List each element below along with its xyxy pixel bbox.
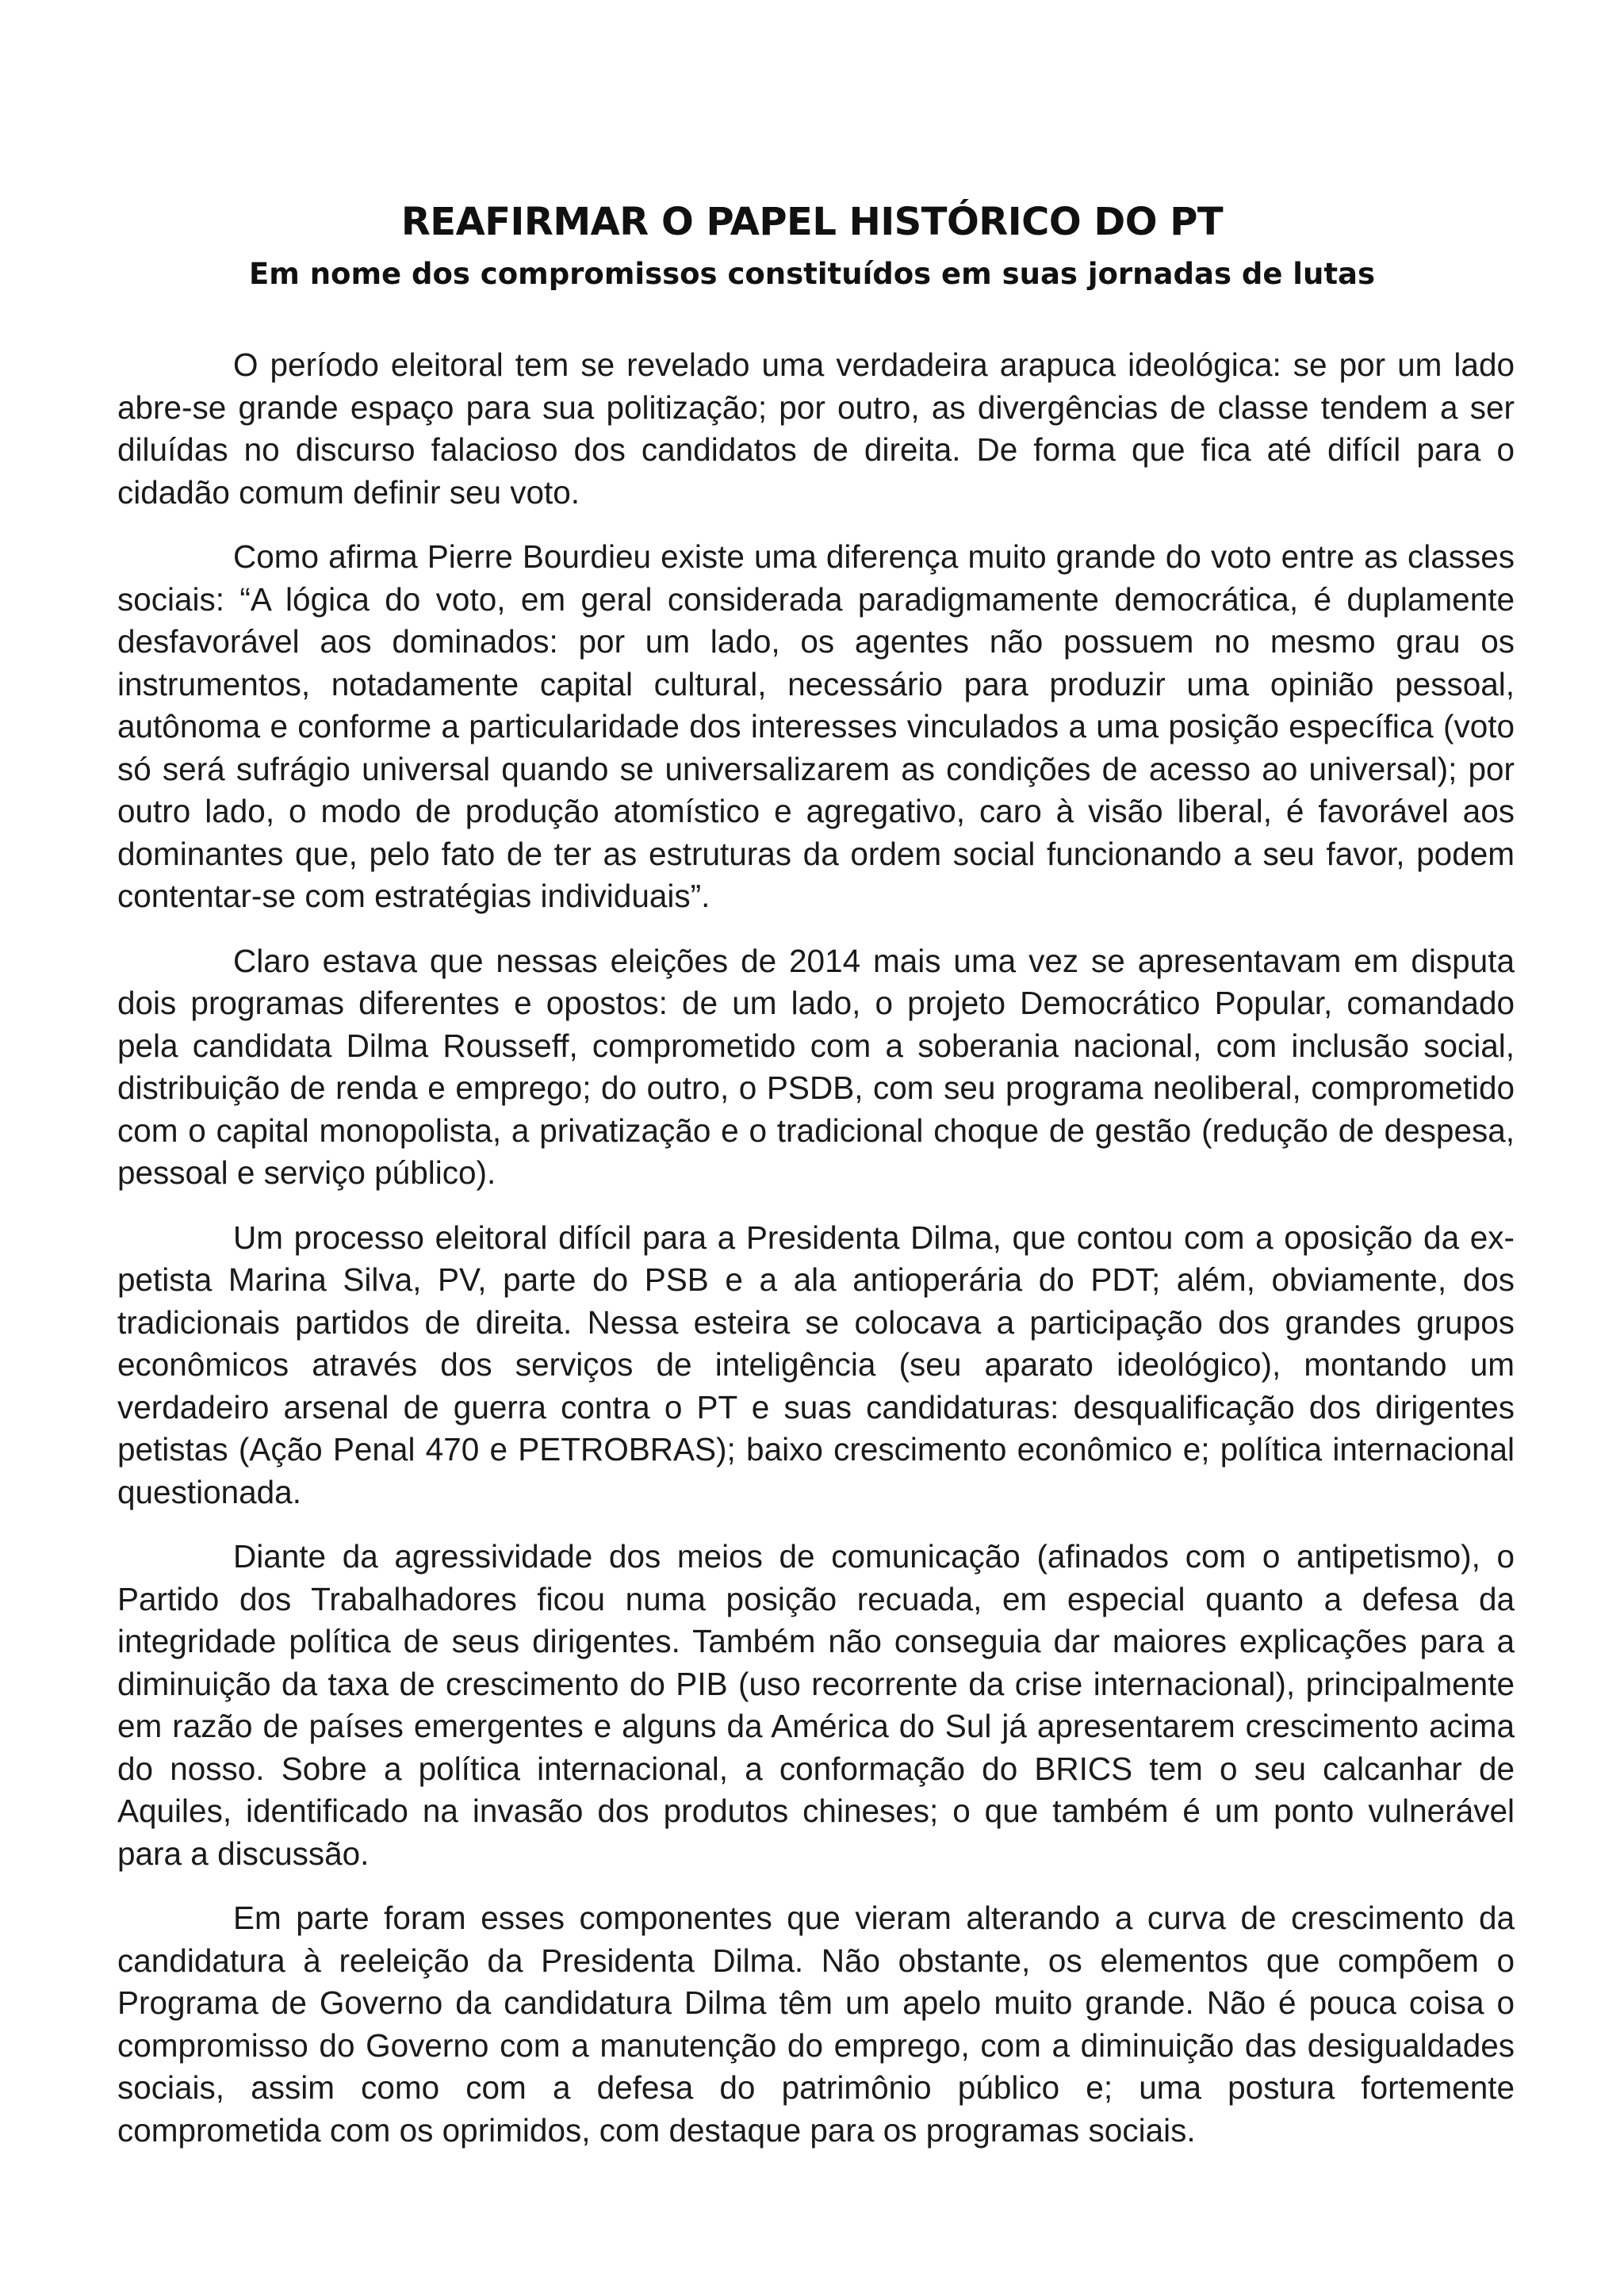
- paragraph-2: Como afirma Pierre Bourdieu existe uma diferença muito grande do voto entre as classes sociais: “A lógica do voto, em geral considerada paradigmamente democrática, é duplamente desfavorável aos dominados: por um lado, os agentes não possuem no mesmo grau os instrumentos, notadamente capital cultural, necessário para produzir uma opinião pessoal, autônoma e conforme a particularidade dos interesses vinculados a uma posição específica (voto só será sufrágio universal quando se universalizarem as condições de acesso ao universal); por outro lado, o modo de produção atomístico e agregativo, caro à visão liberal, é favorável aos dominantes que, pelo fato de ter as estruturas da ordem social funcionando a seu favor, podem contentar-se com estratégias individuais”.: [117, 538, 1515, 914]
- paragraph-1: O período eleitoral tem se revelado uma verdadeira arapuca ideológica: se por um lado abre-se grande espaço para sua politização; por outro, as divergências de classe tendem a ser diluídas no discurso falacioso dos candidatos de direita. De forma que fica até difícil para o cidadão comum definir seu voto.: [117, 346, 1515, 511]
- document-subtitle: Em nome dos compromissos constituídos em suas jornadas de lutas: [248, 257, 1376, 291]
- paragraph-6: Em parte foram esses componentes que vieram alterando a curva de crescimento da candidatura à reeleição da Presidenta Dilma. Não obstante, os elementos que compõem o Programa de Governo da candidatura Dilma têm um apelo muito grande. Não é pouca coisa o compromisso do Governo com a manutenção do emprego, com a diminuição das desigualdades sociais, assim como com a defesa do patrimônio público e; uma postura fortemente comprometida com os oprimidos, com destaque para os programas sociais.: [117, 1900, 1515, 2149]
- document-body: [117, 344, 1515, 2174]
- paragraph-4: Um processo eleitoral difícil para a Presidenta Dilma, que contou com a oposição da ex-petista Marina Silva, PV, parte do PSB e a ala antioperária do PDT; além, obviamente, dos tradicionais partidos de direita. Nessa esteira se colocava a participação dos grandes grupos econômicos através dos serviços de inteligência (seu aparato ideológico), montando um verdadeiro arsenal de guerra contra o PT e suas candidaturas: desqualificação dos dirigentes petistas (Ação Penal 470 e PETROBRAS); baixo crescimento econômico e; política internacional questionada.: [117, 1219, 1515, 1510]
- paragraph-3: Claro estava que nessas eleições de 2014 mais uma vez se apresentavam em disputa dois programas diferentes e opostos: de um lado, o projeto Democrático Popular, comandado pela candidata Dilma Rousseff, comprometido com a soberania nacional, com inclusão social, distribuição de renda e emprego; do outro, o PSDB, com seu programa neoliberal, comprometido com o capital monopolista, a privatização e o tradicional choque de gestão (redução de despesa, pessoal e serviço público).: [117, 942, 1515, 1191]
- paragraph-5: Diante da agressividade dos meios de comunicação (afinados com o antipetismo), o Partido dos Trabalhadores ficou numa posição recuada, em especial quanto a defesa da integridade política de seus dirigentes. Também não conseguia dar maiores explicações para a diminuição da taxa de crescimento do PIB (uso recorrente da crise internacional), principalmente em razão de países emergentes e alguns da América do Sul já apresentarem crescimento acima do nosso. Sobre a política internacional, a conformação do BRICS tem o seu calcanhar de Aquiles, identificado na invasão dos produtos chineses; o que também é um ponto vulnerável para a discussão.: [117, 1538, 1515, 1872]
- document-title: REAFIRMAR O PAPEL HISTÓRICO DO PT: [400, 200, 1224, 244]
